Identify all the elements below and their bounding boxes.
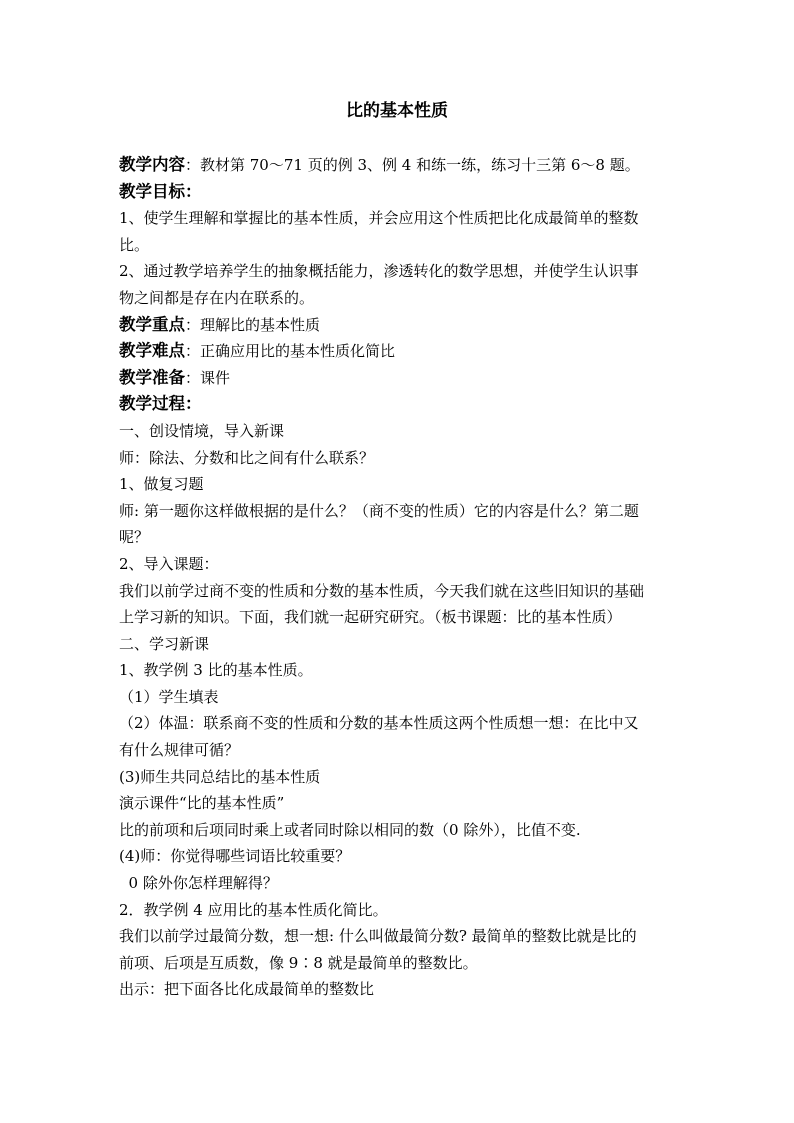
process-line: 上学习新的知识。下面，我们就一起研究研究。（板书课题：比的基本性质）	[119, 608, 622, 627]
teaching-content-text: ：教材第 70～71 页的例 3、例 4 和练一练，练习十三第 6～8 题。	[185, 156, 640, 174]
teaching-content-label: 教学内容	[119, 155, 185, 174]
process-line: 有什么规律可循？	[119, 741, 240, 760]
difficulty-text: ：正确应用比的基本性质化简比	[185, 342, 396, 361]
preparation-line	[119, 365, 679, 392]
goal-1-line-1: 1、使学生理解和掌握比的基本性质，并会应用这个性质把比化成最简单的整数	[119, 209, 639, 228]
key-point-text: ：理解比的基本性质	[185, 315, 321, 334]
process-line: 演示课件“比的基本性质”	[119, 794, 285, 813]
difficulty-line	[119, 338, 679, 365]
process-line: (4)师：你觉得哪些词语比较重要？	[119, 847, 351, 866]
preparation-label: 教学准备	[119, 367, 185, 387]
page-title: 比的基本性质	[346, 101, 448, 121]
process-line: 我们以前学过商不变的性质和分数的基本性质，今天我们就在这些旧知识的基础	[119, 581, 645, 600]
lesson-plan-body	[119, 152, 679, 1003]
process-line: 1、做复习题	[119, 475, 204, 494]
process-line: (3)师生共同总结比的基本性质	[119, 767, 321, 786]
process-line: 一、创设情境，导入新课	[119, 421, 285, 440]
goal-2-line-1: 2、通过教学培养学生的抽象概括能力，渗透转化的数学思想，并使学生认识事	[119, 262, 639, 281]
teaching-goals-heading: 教学目标：	[119, 181, 202, 201]
process-line: 我们以前学过最简分数，想一想: 什么叫做最简分数? 最简单的整数比就是比的	[119, 927, 637, 946]
process-line: 师：除法、分数和比之间有什么联系？	[119, 448, 375, 467]
goal-1-line-2: 比。	[119, 235, 150, 254]
goal-2-line-2: 物之间都是存在内在联系的。	[119, 288, 315, 307]
process-line: 师: 第一题你这样做根据的是什么？（商不变的性质）它的内容是什么？第二题	[119, 501, 639, 520]
process-line: 2、导入课题：	[119, 554, 219, 573]
process-line: 出示：把下面各比化成最简单的整数比	[119, 980, 375, 999]
process-line: 前项、后项是互质数，像 9∶8 就是最简单的整数比。	[119, 953, 478, 972]
difficulty-label: 教学难点	[119, 341, 185, 361]
key-point-label: 教学重点	[119, 314, 185, 334]
key-point-line	[119, 312, 679, 339]
process-line: 呢？	[119, 528, 150, 547]
process-line: 0 除外你怎样理解得？	[119, 874, 278, 893]
teaching-process-heading: 教学过程：	[119, 394, 202, 414]
process-line: 二、学习新课	[119, 634, 210, 653]
process-line: 比的前项和后项同时乘上或者同时除以相同的数（0 除外），比值不变.	[119, 820, 581, 839]
process-line: 2．教学例 4 应用比的基本性质化简比。	[119, 900, 388, 919]
process-line: （1）学生填表	[119, 687, 219, 706]
preparation-text: ：课件	[185, 368, 231, 387]
process-line: 1、教学例 3 比的基本性质。	[119, 661, 313, 680]
teaching-content-line	[119, 152, 679, 179]
process-line: （2）体温：联系商不变的性质和分数的基本性质这两个性质想一想：在比中又	[119, 714, 639, 733]
